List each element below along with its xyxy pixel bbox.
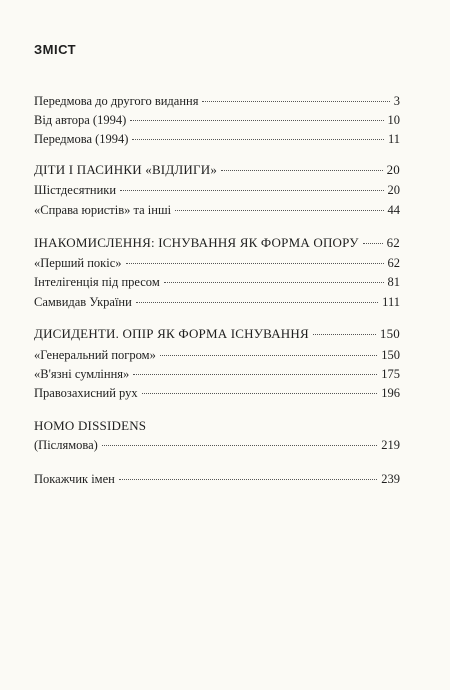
- toc-entry-label: Правозахисний рух: [34, 386, 138, 400]
- toc-entry-page: 239: [381, 472, 400, 486]
- toc-entry[interactable]: [34, 294, 400, 310]
- toc-entry-page: 20: [387, 183, 400, 197]
- toc-entry-page: 3: [393, 94, 400, 108]
- leader-dots: [363, 243, 383, 244]
- toc-part-heading[interactable]: [34, 326, 400, 342]
- leader-dots: [132, 139, 383, 140]
- toc-entry-label: Інтелігенція під пресом: [34, 275, 160, 289]
- leader-dots: [142, 393, 378, 394]
- toc-entry-page: 219: [381, 438, 400, 452]
- leader-dots: [160, 355, 377, 356]
- toc-entry[interactable]: [34, 182, 400, 198]
- toc-entry-label: ІНАКОМИСЛЕННЯ: ІСНУВАННЯ ЯК ФОРМА ОПОРУ: [34, 235, 359, 250]
- leader-dots: [175, 210, 383, 211]
- toc-entry[interactable]: [34, 112, 400, 128]
- toc-entry[interactable]: [34, 385, 400, 401]
- toc-entry-page: 11: [387, 132, 400, 146]
- toc-entry-label: «Справа юристів» та інші: [34, 203, 172, 217]
- toc-entry-page: 44: [387, 203, 400, 217]
- leader-dots: [164, 282, 384, 283]
- toc-entry-page: 62: [386, 235, 400, 250]
- toc-entry-page: 196: [381, 386, 400, 400]
- toc-entry[interactable]: [34, 202, 400, 218]
- toc-entry-page: 175: [381, 367, 400, 381]
- toc-entry[interactable]: [34, 347, 400, 363]
- toc-entry-label: Передмова (1994): [34, 132, 129, 146]
- toc-entry-label: ДІТИ І ПАСИНКИ «ВІДЛИГИ»: [34, 162, 218, 177]
- leader-dots: [126, 263, 384, 264]
- toc-entry-label: «В'язні сумління»: [34, 367, 130, 381]
- toc-entry-label: Самвидав України: [34, 295, 132, 309]
- toc-entry-label: (Післямова): [34, 438, 98, 452]
- leader-dots: [119, 479, 377, 480]
- toc-entry[interactable]: [34, 255, 400, 271]
- toc-entry-page: 150: [381, 348, 400, 362]
- toc-entry[interactable]: [34, 131, 400, 147]
- toc-entry-label: Від автора (1994): [34, 113, 127, 127]
- toc-entry[interactable]: [34, 437, 400, 453]
- page-title: ЗМІСТ: [34, 42, 77, 57]
- toc-entry-page: 20: [386, 162, 400, 177]
- toc-entry-label: ДИСИДЕНТИ. ОПІР ЯК ФОРМА ІСНУВАННЯ: [34, 326, 309, 341]
- leader-dots: [102, 445, 377, 446]
- leader-dots: [130, 120, 383, 121]
- toc-entry-label: Шістдесятники: [34, 183, 117, 197]
- toc-entry[interactable]: [34, 366, 400, 382]
- toc-entry-label: Покажчик імен: [34, 472, 115, 486]
- toc-entry-page: 111: [382, 295, 400, 309]
- toc-entry-page: 150: [379, 326, 400, 341]
- leader-dots: [133, 374, 377, 375]
- leader-dots: [313, 334, 376, 335]
- toc-entry-label: Передмова до другого видання: [34, 94, 199, 108]
- toc-entry-label: «Генеральний погром»: [34, 348, 156, 362]
- toc-part-heading[interactable]: [34, 235, 400, 251]
- toc-entry-page: 10: [387, 113, 400, 127]
- toc-entry[interactable]: [34, 93, 400, 109]
- leader-dots: [120, 190, 383, 191]
- toc-part-heading[interactable]: [34, 162, 400, 178]
- toc-entry-label: «Перший покіс»: [34, 256, 122, 270]
- leader-dots: [221, 170, 383, 171]
- toc-entry-page: 81: [387, 275, 400, 289]
- leader-dots: [136, 302, 378, 303]
- toc-entry-label-line1: HOMO DISSIDENS: [34, 418, 147, 433]
- toc-entry-page: 62: [387, 256, 400, 270]
- toc-entry[interactable]: [34, 471, 400, 487]
- leader-dots: [202, 101, 389, 102]
- toc-entry[interactable]: [34, 274, 400, 290]
